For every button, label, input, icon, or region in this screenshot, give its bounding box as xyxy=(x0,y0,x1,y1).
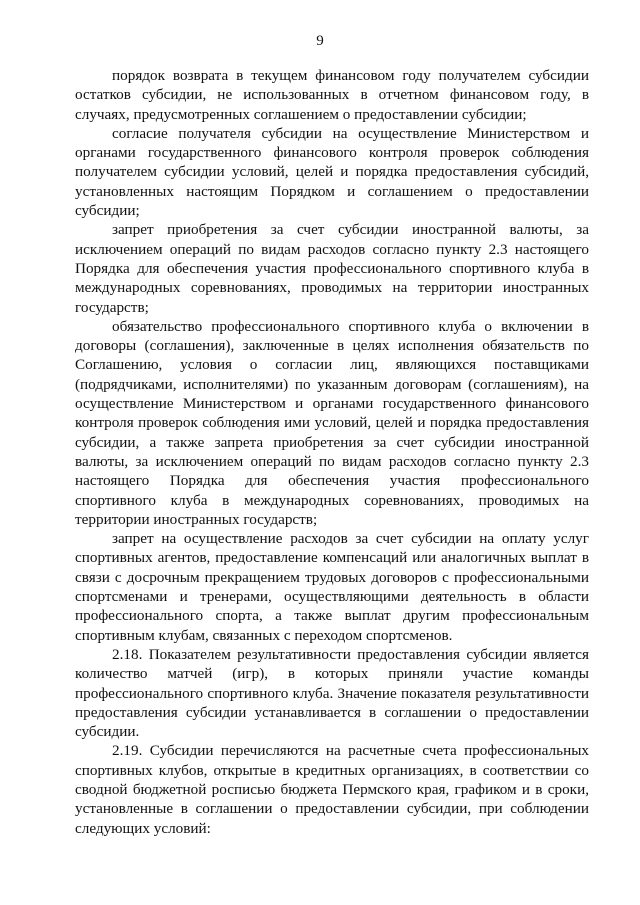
paragraph-expense-ban: запрет на осуществление расходов за счет субсидии на оплату услуг спортивных агентов, предоставление компенсаций или аналогичных выплат в связи с досрочным прекращением трудовых договоров с профессиональными спортсменами и тренерами, осуществляющими деятельность в области профессионального спорта, а также выплат другим профессиональным спортивным клубам, связанных с переходом спортсменов. xyxy=(75,530,589,644)
paragraph-2-19: 2.19. Субсидии перечисляются на расчетные счета профессиональных спортивных клубов, открытые в кредитных организациях, в соответствии со сводной бюджетной росписью бюджета Пермского края, графиком и в сроки, установленные в соглашении о предоставлении субсидии, при соблюдении следующих условий: xyxy=(75,742,589,837)
paragraph-2-18: 2.18. Показателем результативности предоставления субсидии является количество матчей (игр), в которых приняли участие команды профессионального спортивного клуба. Значение показателя результативности предоставления субсидии устанавливается в соглашении о предоставлении субсидии. xyxy=(75,645,589,741)
paragraph-refund-procedure: порядок возврата в текущем финансовом году получателем субсидии остатков субсидии, не использованных в отчетном финансовом году, в случаях, предусмотренных соглашением о предоставлении субсидии; xyxy=(75,67,589,123)
paragraph-consent-to-audits: согласие получателя субсидии на осуществление Министерством и органами государственного финансового контроля проверок соблюдения получателем субсидии условий, целей и порядка предоставления субсидий, установленных настоящим Порядком и соглашением о предоставлении субсидии; xyxy=(75,124,589,220)
page-number: 9 xyxy=(316,33,324,49)
paragraph-foreign-currency-ban: запрет приобретения за счет субсидии иностранной валюты, за исключением операций по видам расходов согласно пункту 2.3 настоящего Порядка для обеспечения участия профессионального спортивного клуба в международных соревнованиях, проводимых на территории иностранных государств; xyxy=(75,221,589,316)
paragraph-club-obligation: обязательство профессионального спортивного клуба о включении в договоры (соглашения), заключенные в целях исполнения обязательств по Соглашению, условия о согласии лиц, являющихся поставщиками (подрядчиками, исполнителями) по указанным договорам (соглашениям), на осуществление Министерством и органами государственного финансового контроля проверок соблюдения ими условий, целей и порядка предоставления субсидии, а также запрета приобретения за счет субсидии иностранной валюты, за исключением операций по видам расходов согласно пункту 2.3 настоящего Порядка для обеспечения участия профессионального спортивного клуба в международных соревнованиях, проводимых на территории иностранных государств; xyxy=(75,317,589,528)
document-body xyxy=(75,66,589,838)
